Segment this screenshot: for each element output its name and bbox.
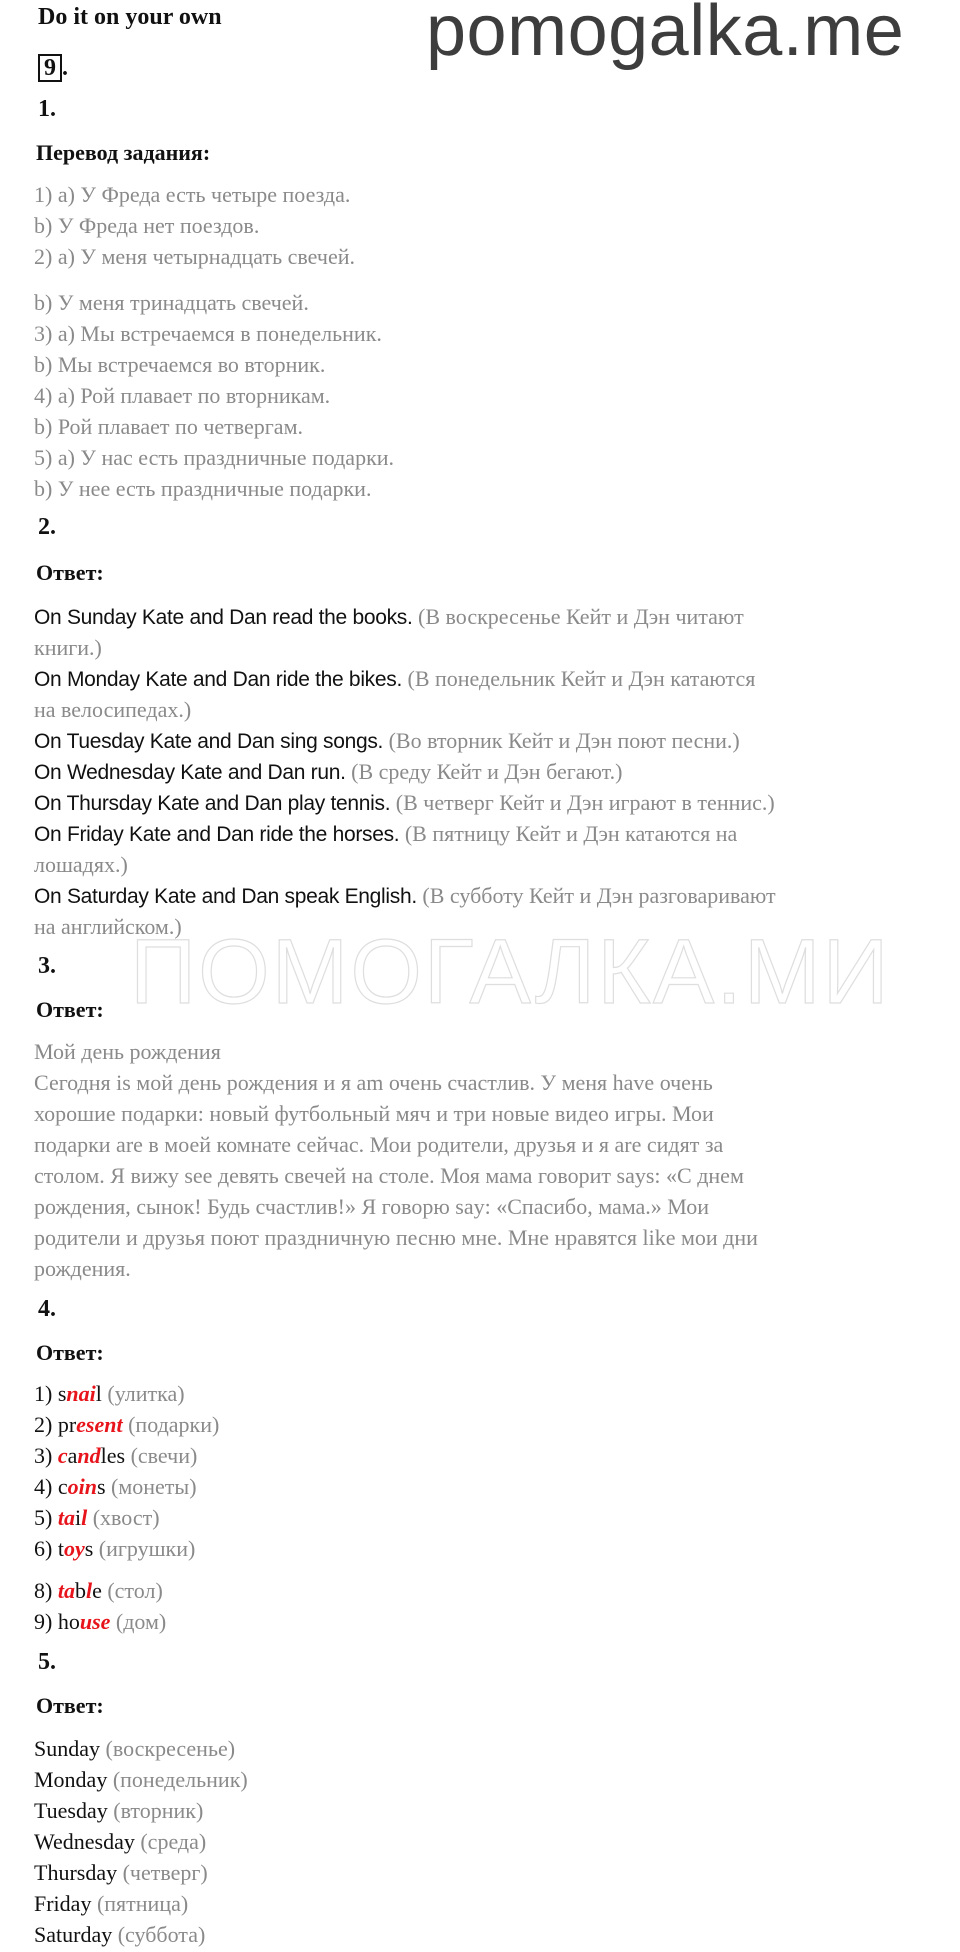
story-line: рождения, сынок! Будь счастлив!» Я говорю say: «Спасибо, мама.» Мои <box>34 1194 710 1219</box>
day-english: Tuesday <box>34 1798 108 1823</box>
section-1-label: Перевод задания: <box>36 140 211 165</box>
word-prefix: 5) <box>34 1505 58 1530</box>
site-watermark: pomogalka.me <box>426 0 905 71</box>
word-suffix: les <box>100 1443 126 1468</box>
word-suffix: l <box>95 1381 102 1406</box>
day-russian: (четверг) <box>117 1860 208 1885</box>
story-line: хорошие подарки: новый футбольный мяч и три новые видео игры. Мои <box>34 1101 714 1126</box>
answer-continuation: на велосипедах.) <box>34 697 192 722</box>
translation-line: 1) a) У Фреда есть четыре поезда. <box>34 182 351 207</box>
word-missing-letters: l <box>81 1505 88 1530</box>
answer-continuation: книги.) <box>34 635 102 660</box>
word-item <box>34 1409 219 1440</box>
answer-english: On Friday Kate and Dan ride the horses. <box>34 823 400 846</box>
translation-line: b) У нее есть праздничные подарки. <box>34 476 372 501</box>
word-suffix: s <box>96 1474 106 1499</box>
answer-english: On Thursday Kate and Dan play tennis. <box>34 792 391 815</box>
day-item <box>34 1919 205 1950</box>
answer-english: On Tuesday Kate and Dan sing songs. <box>34 730 384 753</box>
answer-russian: (В субботу Кейт и Дэн разговаривают <box>416 883 776 908</box>
word-translation: (игрушки) <box>93 1536 196 1561</box>
day-russian: (понедельник) <box>107 1767 248 1792</box>
answer-line <box>34 601 744 633</box>
day-item <box>34 1764 248 1795</box>
day-russian: (суббота) <box>112 1922 206 1947</box>
day-item <box>34 1795 203 1826</box>
page-heading: Do it on your own <box>38 4 222 30</box>
section-2-number: 2. <box>38 514 56 540</box>
word-item <box>34 1378 185 1409</box>
day-english: Monday <box>34 1767 108 1792</box>
word-middle: b <box>74 1578 86 1603</box>
day-item <box>34 1826 206 1857</box>
word-prefix: 1) s <box>34 1381 67 1406</box>
day-item <box>34 1857 208 1888</box>
word-translation: (подарки) <box>122 1412 220 1437</box>
word-item <box>34 1533 195 1564</box>
exercise-number-suffix: . <box>62 55 68 81</box>
story-line: столом. Я вижу see девять свечей на столе. Моя мама говорит says: «С днем <box>34 1163 744 1188</box>
answer-russian: (В понедельник Кейт и Дэн катаются <box>402 666 756 691</box>
word-missing-letters: oy <box>63 1536 85 1561</box>
word-missing-letters: c <box>57 1443 68 1468</box>
word-translation: (монеты) <box>105 1474 197 1499</box>
answer-russian: (В четверг Кейт и Дэн играют в теннис.) <box>390 790 775 815</box>
section-5-label: Ответ: <box>36 1693 104 1718</box>
section-3-label: Ответ: <box>36 997 104 1022</box>
answer-russian: (В среду Кейт и Дэн бегают.) <box>345 759 623 784</box>
answer-english: On Monday Kate and Dan ride the bikes. <box>34 668 402 691</box>
answer-english: On Wednesday Kate and Dan run. <box>34 761 346 784</box>
word-prefix: 2) pr <box>34 1412 77 1437</box>
day-russian: (пятница) <box>91 1891 189 1916</box>
word-missing-letters: esent <box>76 1412 123 1437</box>
exercise-number <box>38 54 68 82</box>
word-missing-letters: ta <box>57 1578 75 1603</box>
day-russian: (вторник) <box>107 1798 204 1823</box>
answer-line <box>34 880 776 912</box>
word-missing-letters: ta <box>57 1505 75 1530</box>
day-english: Thursday <box>34 1860 118 1885</box>
story-title: Мой день рождения <box>34 1039 221 1064</box>
overlay-watermark: ПОМОГАЛКА.МИ <box>130 921 891 1023</box>
word-item <box>34 1606 166 1637</box>
day-english: Saturday <box>34 1922 113 1947</box>
word-item <box>34 1502 160 1533</box>
answer-continuation: лошадях.) <box>34 852 128 877</box>
translation-line: 3) a) Мы встречаемся в понедельник. <box>34 321 382 346</box>
answer-line <box>34 818 737 850</box>
word-missing-letters: nd <box>77 1443 101 1468</box>
word-missing-letters: use <box>79 1609 111 1634</box>
translation-line: b) У Фреда нет поездов. <box>34 213 260 238</box>
section-4-number: 4. <box>38 1296 56 1322</box>
word-prefix: 8) <box>34 1578 58 1603</box>
answer-english: On Sunday Kate and Dan read the books. <box>34 606 413 629</box>
answer-english: On Saturday Kate and Dan speak English. <box>34 885 417 908</box>
word-prefix: 3) <box>34 1443 58 1468</box>
day-item <box>34 1733 235 1764</box>
translation-line: b) У меня тринадцать свечей. <box>34 290 309 315</box>
word-item <box>34 1440 197 1471</box>
translation-line: 5) a) У нас есть праздничные подарки. <box>34 445 395 470</box>
story-line: рождения. <box>34 1256 131 1281</box>
word-prefix: 4) c <box>34 1474 68 1499</box>
word-translation: (дом) <box>110 1609 167 1634</box>
section-5-number: 5. <box>38 1649 56 1675</box>
day-russian: (воскресенье) <box>100 1736 236 1761</box>
day-english: Sunday <box>34 1736 100 1761</box>
word-translation: (хвост) <box>87 1505 160 1530</box>
day-english: Friday <box>34 1891 92 1916</box>
word-translation: (стол) <box>101 1578 163 1603</box>
word-suffix: e <box>92 1578 102 1603</box>
answer-russian: (В пятницу Кейт и Дэн катаются на <box>399 821 738 846</box>
day-item <box>34 1888 188 1919</box>
answer-russian: (В воскресенье Кейт и Дэн читают <box>412 604 744 629</box>
word-prefix: 9) ho <box>34 1609 80 1634</box>
word-missing-letters: oin <box>67 1474 97 1499</box>
story-line: подарки are в моей комнате сейчас. Мои родители, друзья и я are сидят за <box>34 1132 724 1157</box>
answer-russian: (Во вторник Кейт и Дэн поют песни.) <box>383 728 740 753</box>
word-translation: (улитка) <box>101 1381 185 1406</box>
section-4-label: Ответ: <box>36 1340 104 1365</box>
story-line: Сегодня is мой день рождения и я am очень счастлив. У меня have очень <box>34 1070 713 1095</box>
answer-line <box>34 787 775 819</box>
answer-line <box>34 756 622 788</box>
day-russian: (среда) <box>134 1829 207 1854</box>
word-suffix: s <box>84 1536 94 1561</box>
section-2-label: Ответ: <box>36 560 104 585</box>
translation-line: b) Рой плавает по четвергам. <box>34 414 303 439</box>
answer-line <box>34 725 740 757</box>
answer-line <box>34 663 755 695</box>
translation-line: 4) a) Рой плавает по вторникам. <box>34 383 331 408</box>
translation-line: b) Мы встречаемся во вторник. <box>34 352 326 377</box>
translation-line: 2) a) У меня четырнадцать свечей. <box>34 244 355 269</box>
word-middle: a <box>67 1443 78 1468</box>
word-translation: (свечи) <box>125 1443 198 1468</box>
exercise-number-box: 9 <box>38 54 62 82</box>
word-middle: i <box>74 1505 82 1530</box>
word-missing-letters: l <box>85 1578 93 1603</box>
day-english: Wednesday <box>34 1829 135 1854</box>
word-prefix: 6) t <box>34 1536 64 1561</box>
story-line: родители и друзья поют праздничную песню мне. Мне нравятся like мои дни <box>34 1225 758 1250</box>
answer-continuation: на английском.) <box>34 914 182 939</box>
word-item <box>34 1575 163 1606</box>
word-item <box>34 1471 197 1502</box>
section-1-number: 1. <box>38 96 56 122</box>
word-missing-letters: nai <box>66 1381 96 1406</box>
section-3-number: 3. <box>38 953 56 979</box>
